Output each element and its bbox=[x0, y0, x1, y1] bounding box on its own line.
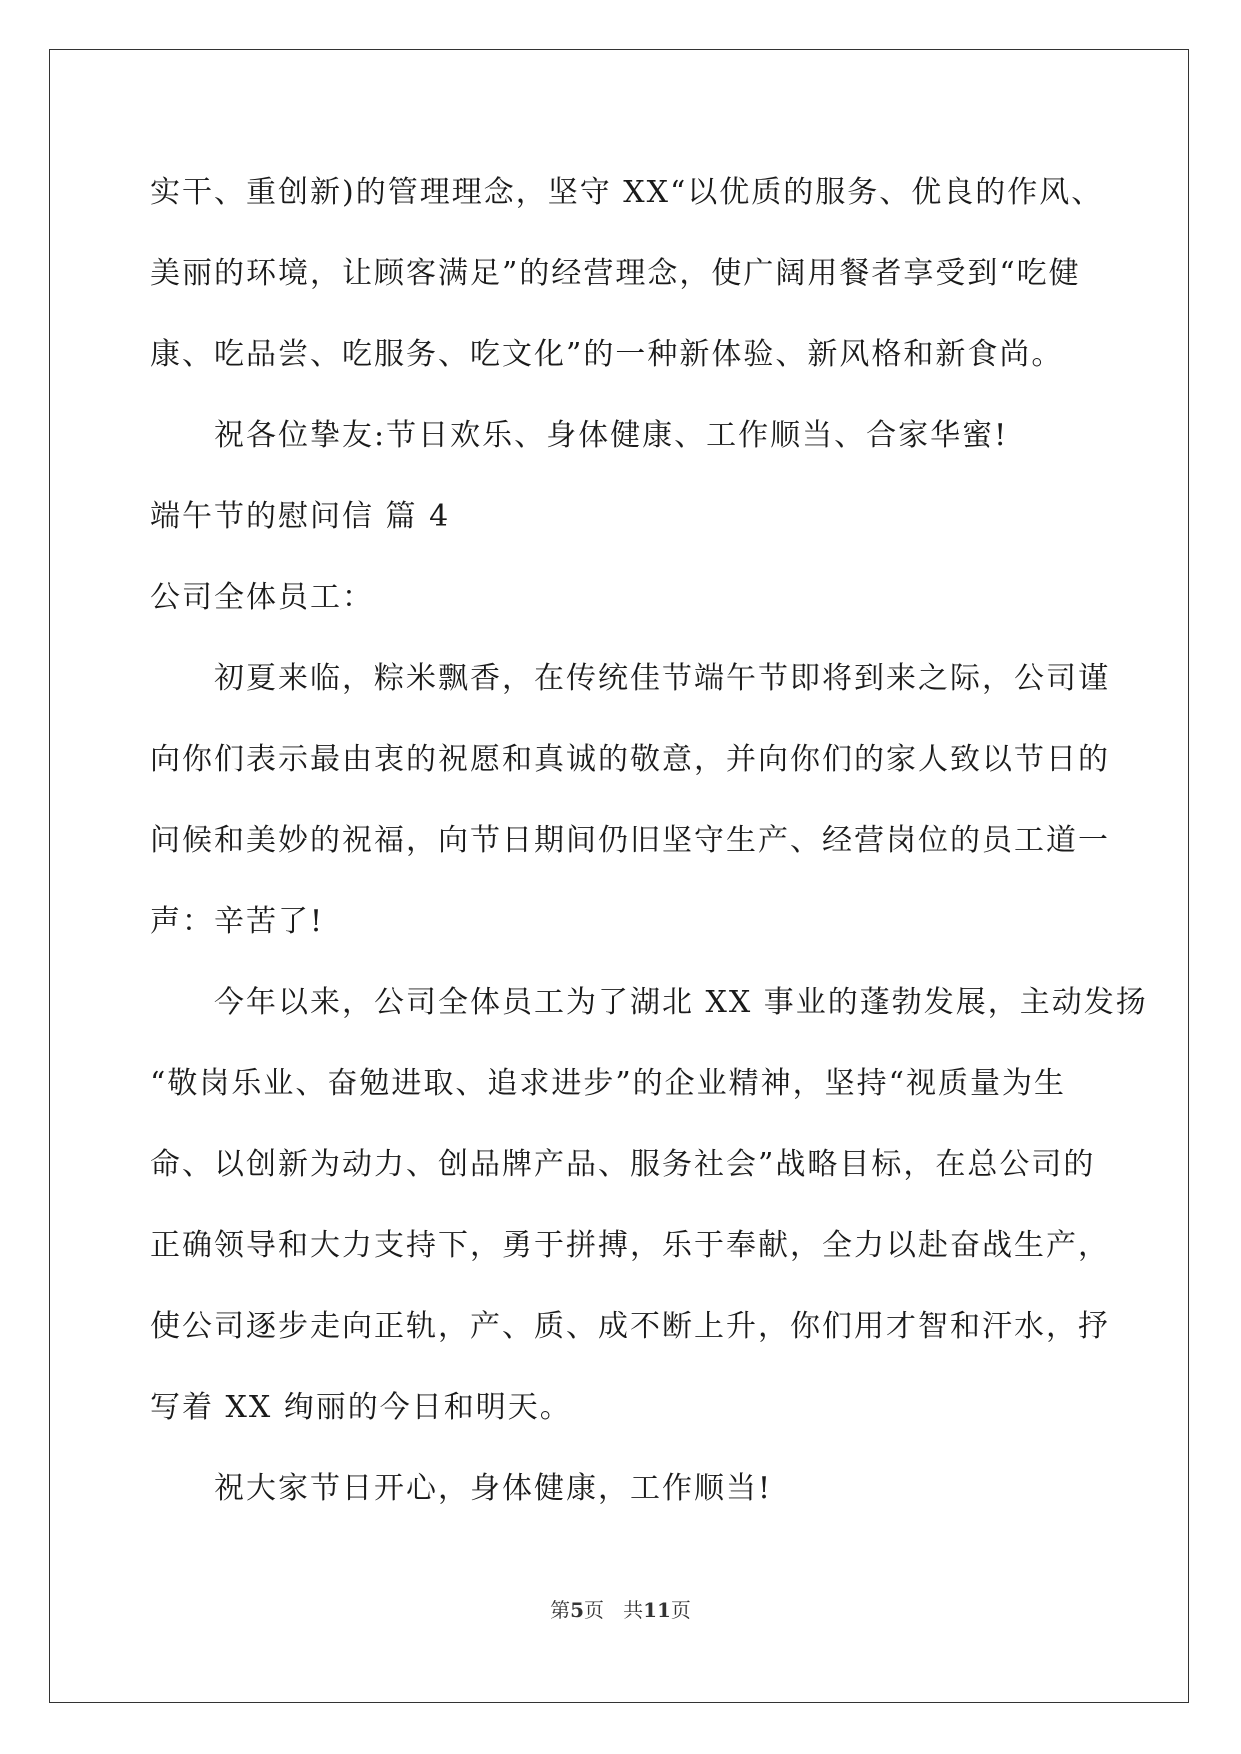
text-line-13: 命、以创新为动力、创品牌产品、服务社会”战略目标，在总公司的 bbox=[150, 1147, 1096, 1182]
salutation: 公司全体员工： bbox=[150, 580, 374, 615]
total-page-count: 11 bbox=[643, 1598, 671, 1622]
footer-total-prefix: 共 bbox=[623, 1598, 644, 1622]
text-line-2: 美丽的环境，让顾客满足”的经营理念，使广阔用餐者享受到“吃健 bbox=[150, 256, 1081, 291]
text-line-11: 今年以来，公司全体员工为了湖北 XX 事业的蓬勃发展，主动发扬 bbox=[214, 985, 1148, 1020]
footer-prefix: 第 bbox=[550, 1598, 571, 1622]
page-footer bbox=[0, 1594, 1241, 1623]
footer-page-suffix: 页 bbox=[584, 1598, 604, 1622]
text-line-8: 向你们表示最由衷的祝愿和真诚的敬意，并向你们的家人致以节日的 bbox=[150, 742, 1110, 777]
text-line-7: 初夏来临，粽米飘香，在传统佳节端午节即将到来之际，公司谨 bbox=[214, 661, 1110, 696]
section-heading: 端午节的慰问信 篇 4 bbox=[150, 499, 451, 534]
document-body bbox=[150, 152, 1148, 1529]
current-page-number: 5 bbox=[570, 1598, 584, 1622]
final-wishes: 祝大家节日开心，身体健康，工作顺当! bbox=[214, 1471, 773, 1506]
text-line-12: “敬岗乐业、奋勉进取、追求进步”的企业精神，坚持“视质量为生 bbox=[150, 1066, 1067, 1101]
footer-total-suffix: 页 bbox=[670, 1598, 691, 1622]
text-line-9: 问候和美妙的祝福，向节日期间仍旧坚守生产、经营岗位的员工道一 bbox=[150, 823, 1110, 858]
text-line-15: 使公司逐步走向正轨，产、质、成不断上升，你们用才智和汗水，抒 bbox=[150, 1309, 1110, 1344]
text-line-14: 正确领导和大力支持下，勇于拼搏，乐于奉献，全力以赴奋战生产， bbox=[150, 1228, 1110, 1263]
text-line-1: 实干、重创新)的管理理念，坚守 XX“以优质的服务、优良的作风、 bbox=[150, 175, 1104, 210]
closing-greeting: 祝各位挚友:节日欢乐、身体健康、工作顺当、合家华蜜! bbox=[214, 418, 1009, 453]
text-line-3: 康、吃品尝、吃服务、吃文化”的一种新体验、新风格和新食尚。 bbox=[150, 337, 1064, 372]
text-line-16: 写着 XX 绚丽的今日和明天。 bbox=[150, 1390, 572, 1425]
text-line-10: 声：辛苦了! bbox=[150, 904, 325, 939]
